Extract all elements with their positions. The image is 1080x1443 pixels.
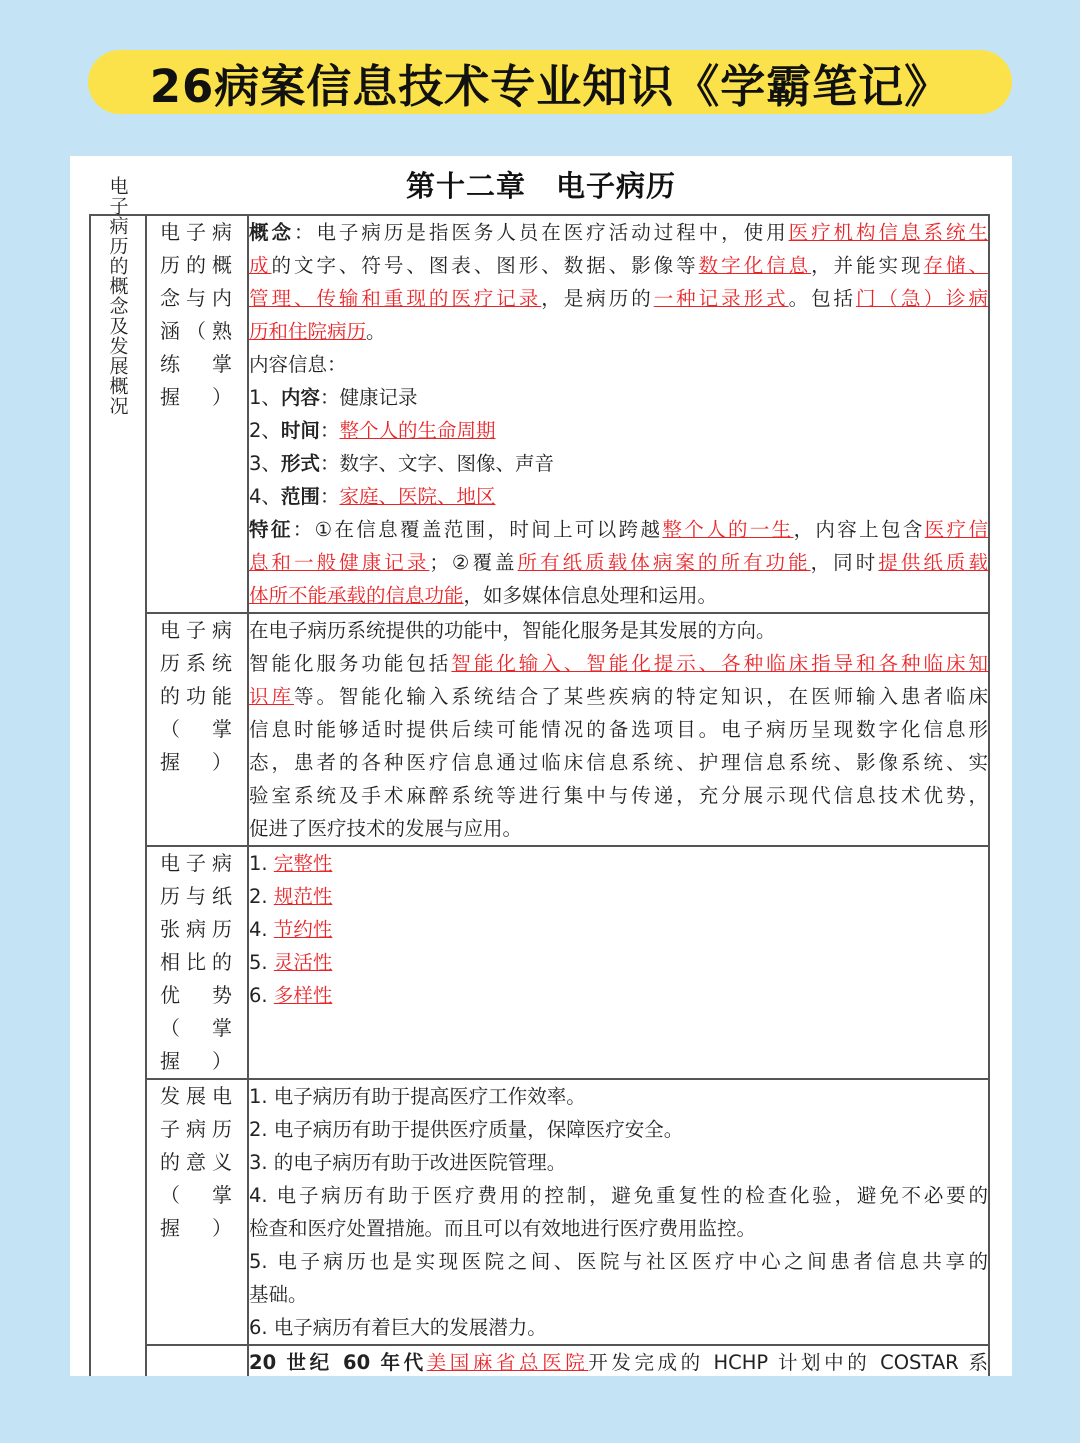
content-line	[249, 513, 988, 546]
topic-content-cell	[248, 1345, 989, 1376]
content-text: ，并能实现	[811, 254, 924, 277]
table-row	[90, 613, 989, 846]
topic-label-line: 的功能	[160, 684, 234, 708]
content-line	[249, 812, 988, 845]
topic-label-line: 握）	[160, 750, 234, 774]
content-line	[249, 315, 988, 348]
highlight-text: 管理、传输和重现的医疗记录	[249, 287, 542, 310]
topic-label-line: 电子病	[160, 220, 234, 244]
topic-label-line: 子病历	[160, 1117, 234, 1141]
content-text: ：数字、文字、图像、声音	[319, 452, 554, 475]
section-label: 电子病历的概念及发展概况	[106, 176, 129, 416]
highlight-text: 存储、	[923, 254, 988, 277]
topic-content-cell	[248, 613, 989, 846]
topic-label-line: 电子病	[160, 851, 234, 875]
content-line	[249, 680, 988, 713]
topic-label-line: 握）	[160, 1049, 234, 1073]
content-text: ，是病历的	[541, 287, 654, 310]
content-text: 6.	[249, 984, 274, 1007]
topic-label-cell	[146, 1079, 248, 1345]
document-page	[70, 156, 1012, 1376]
topic-label-line: 的意义	[160, 1150, 234, 1174]
content-text: 4、	[249, 485, 281, 508]
content-line	[249, 913, 988, 946]
topic-content-cell	[248, 846, 989, 1079]
highlight-text: 医疗机构信息系统生	[788, 221, 988, 244]
content-line	[249, 1245, 988, 1278]
topic-label-line: 握）	[160, 1216, 234, 1240]
content-text: 3、	[249, 452, 281, 475]
content-line	[249, 880, 988, 913]
content-text: 6. 电子病历有着巨大的发展潜力。	[249, 1316, 547, 1339]
bold-term: 内容	[280, 386, 320, 409]
content-line	[249, 546, 988, 579]
highlight-text: 智能化输入、智能化提示、各种临床指导和各种临床知	[451, 652, 988, 675]
content-text: ；②覆盖	[429, 551, 518, 574]
topic-label	[160, 614, 234, 779]
content-text: 。	[366, 320, 386, 343]
highlight-text: 家庭、医院、地区	[339, 485, 496, 508]
content-line	[249, 480, 988, 513]
content-line	[249, 946, 988, 979]
bold-term: 特征	[249, 518, 293, 541]
content-line	[249, 1212, 988, 1245]
highlight-text: 规范性	[273, 885, 333, 908]
content-line	[249, 1080, 988, 1113]
content-line	[249, 647, 988, 680]
content-text: 检查和医疗处置措施。而且可以有效地进行医疗费用监控。	[249, 1217, 757, 1240]
highlight-text: 多样性	[273, 984, 333, 1007]
table-row	[90, 846, 989, 1079]
content-line	[249, 1179, 988, 1212]
content-line	[249, 249, 988, 282]
topic-label-line: 发展电	[160, 1084, 234, 1108]
topic-label-line: 优 势	[160, 983, 234, 1007]
content-text: 的文字、符号、图表、图形、数据、影像等	[271, 254, 699, 277]
topic-label-line: 念与内	[160, 286, 234, 310]
content-text: 5.	[249, 951, 274, 974]
content-line	[249, 447, 988, 480]
content-text: 1、	[249, 386, 281, 409]
highlight-text: 识库	[249, 685, 294, 708]
content-text: 信息时能够适时提供后续可能情况的备选项目。电子病历呈现数字化信息形	[249, 718, 988, 741]
table-row	[90, 215, 989, 613]
content-line	[249, 282, 988, 315]
topic-label-line: 握）	[160, 385, 234, 409]
content-text: ：	[319, 419, 340, 442]
highlight-text: 门（急）诊病	[856, 287, 988, 310]
content-text: ，如多媒体信息处理和运用。	[463, 584, 718, 607]
topic-label-line: 涵（熟	[160, 319, 234, 343]
content-text: 基础。	[249, 1283, 308, 1306]
content-text: 2.	[249, 885, 274, 908]
content-line	[249, 746, 988, 779]
content-line	[249, 847, 988, 880]
topic-content-cell	[248, 1079, 989, 1345]
content-line	[249, 216, 988, 249]
highlight-text: 历和住院病历	[249, 320, 367, 343]
table-row	[90, 1345, 989, 1376]
topic-label-line: 练 掌	[160, 352, 234, 376]
topic-label-line: 历与纸	[160, 884, 234, 908]
content-text: ：①在信息覆盖范围，时间上可以跨越	[292, 518, 663, 541]
highlight-text: 成	[249, 254, 272, 277]
highlight-text: 提供纸质载	[878, 551, 988, 574]
content-text: 等。智能化输入系统结合了某些疾病的特定知识，在医师输入患者临床	[293, 685, 988, 708]
content-line	[249, 614, 988, 647]
topic-label-cell	[146, 1345, 248, 1376]
content-text: 1.	[249, 852, 274, 875]
topic-label-cell	[146, 215, 248, 613]
highlight-text: 息和一般健康记录	[249, 551, 430, 574]
content-text: 2、	[249, 419, 281, 442]
content-line	[249, 348, 988, 381]
topic-label	[160, 216, 234, 414]
bold-term: 20 世纪 60 年代	[249, 1351, 427, 1374]
content-text: ：健康记录	[319, 386, 418, 409]
bold-term: 时间	[280, 419, 320, 442]
content-text: ：电子病历是指医务人员在医疗活动过程中，使用	[293, 221, 789, 244]
topic-content-cell	[248, 215, 989, 613]
bold-term: 概念	[249, 221, 294, 244]
content-text: 态，患者的各种医疗信息通过临床信息系统、护理信息系统、影像系统、实	[249, 751, 988, 774]
content-line	[249, 579, 988, 612]
topic-label-line: （ 掌	[160, 1183, 234, 1207]
content-line	[249, 381, 988, 414]
highlight-text: 美国麻省总医院	[426, 1351, 589, 1374]
chapter-title: 第十二章 电子病历	[405, 169, 676, 203]
content-line	[249, 1278, 988, 1311]
topic-label-cell	[146, 846, 248, 1079]
highlight-text: 体所不能承载的信息功能	[249, 584, 464, 607]
highlight-text: 整个人的一生	[662, 518, 794, 541]
content-line	[249, 713, 988, 746]
section-label-cell	[90, 176, 146, 1376]
highlight-text: 完整性	[273, 852, 333, 875]
content-text: 3. 的电子病历有助于改进医院管理。	[249, 1151, 567, 1174]
bold-term: 范围	[280, 485, 320, 508]
topic-label-line: 历的概	[160, 253, 234, 277]
content-text: ：	[319, 485, 340, 508]
content-line	[249, 979, 988, 1012]
content-line	[249, 779, 988, 812]
content-text: 内容信息：	[249, 353, 347, 376]
content-text: 验室系统及手术麻醉系统等进行集中与传递，充分展示现代信息技术优势，	[249, 784, 988, 807]
highlight-text: 整个人的生命周期	[339, 419, 496, 442]
content-text: 2. 电子病历有助于提供医疗质量，保障医疗安全。	[249, 1118, 684, 1141]
topic-label-line: 电子病	[160, 618, 234, 642]
topic-label-cell	[146, 613, 248, 846]
topic-label	[160, 1080, 234, 1245]
content-text: 。包括	[788, 287, 857, 310]
content-text: 5. 电子病历也是实现医院之间、医院与社区医疗中心之间患者信息共享的	[249, 1250, 988, 1273]
topic-label-line: （ 掌	[160, 717, 234, 741]
content-text: 开发完成的 HCHP 计划中的 COSTAR 系	[588, 1351, 988, 1374]
content-text: 4.	[249, 918, 274, 941]
highlight-text: 所有纸质载体病案的所有功能	[517, 551, 811, 574]
content-text: ，同时	[810, 551, 879, 574]
content-line	[249, 1146, 988, 1179]
content-text: 1. 电子病历有助于提高医疗工作效率。	[249, 1085, 586, 1108]
highlight-text: 医疗信	[924, 518, 988, 541]
topic-label-line: 相比的	[160, 950, 234, 974]
content-text: 促进了医疗技术的发展与应用。	[249, 817, 523, 840]
topic-label-line: （ 掌	[160, 1016, 234, 1040]
content-text: 在电子病历系统提供的功能中，智能化服务是其发展的方向。	[249, 619, 776, 642]
content-line	[249, 1311, 988, 1344]
topic-label	[160, 847, 234, 1078]
bold-term: 形式	[280, 452, 320, 475]
highlight-text: 一种记录形式	[653, 287, 789, 310]
topic-label-line: 历系统	[160, 651, 234, 675]
content-text: ，内容上包含	[793, 518, 925, 541]
content-line	[249, 1113, 988, 1146]
highlight-text: 节约性	[273, 918, 333, 941]
content-line	[249, 414, 988, 447]
topic-label-line: 张病历	[160, 917, 234, 941]
banner-title: 26病案信息技术专业知识《学霸笔记》	[88, 50, 1012, 114]
content-line	[249, 1346, 988, 1376]
highlight-text: 灵活性	[273, 951, 333, 974]
content-text: 智能化服务功能包括	[249, 652, 452, 675]
table-row	[90, 1079, 989, 1345]
content-text: 4. 电子病历有助于医疗费用的控制，避免重复性的检查化验，避免不必要的	[249, 1184, 988, 1207]
highlight-text: 数字化信息	[698, 254, 812, 277]
